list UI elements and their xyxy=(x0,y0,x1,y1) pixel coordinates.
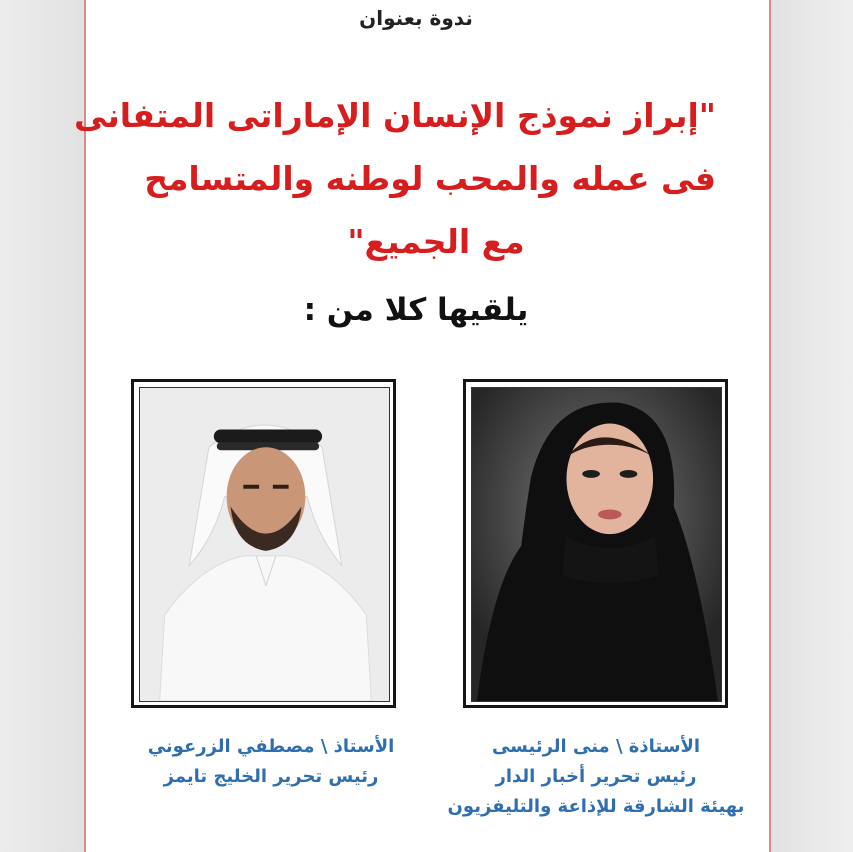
page-margin-left xyxy=(0,0,84,852)
man-portrait-image xyxy=(140,388,389,701)
speaker-role: رئيس تحرير الخليج تايمز xyxy=(163,766,379,787)
speakers-intro: يلقيها كلا من : xyxy=(303,292,529,328)
speaker-female-caption xyxy=(446,732,746,822)
document-page xyxy=(73,0,771,852)
photo-frame xyxy=(139,387,390,702)
page-margin-right xyxy=(771,0,853,852)
title-line-2: فى عمله والمحب لوطنه والمتسامح xyxy=(144,159,716,198)
speaker-male-caption xyxy=(126,732,416,792)
speaker-name: الأستاذ \ مصطفي الزرعوني xyxy=(147,736,395,757)
title-line-3: مع الجميع" xyxy=(347,222,525,261)
woman-portrait-image xyxy=(472,388,721,701)
photo-frame xyxy=(471,387,722,702)
event-title xyxy=(73,84,716,273)
speaker-photo-female xyxy=(463,379,728,708)
speaker-photo-male xyxy=(131,379,396,708)
speaker-name: الأستاذة \ منى الرئيسى xyxy=(491,736,701,757)
title-line-1: "إبراز نموذج الإنسان الإماراتى المتفانى xyxy=(73,96,716,135)
subtitle: ندوة بعنوان xyxy=(359,6,473,30)
speaker-role: رئيس تحرير أخبار الدار xyxy=(495,766,697,787)
speaker-organization: بهيئة الشارقة للإذاعة والتليفزيون xyxy=(447,796,745,817)
